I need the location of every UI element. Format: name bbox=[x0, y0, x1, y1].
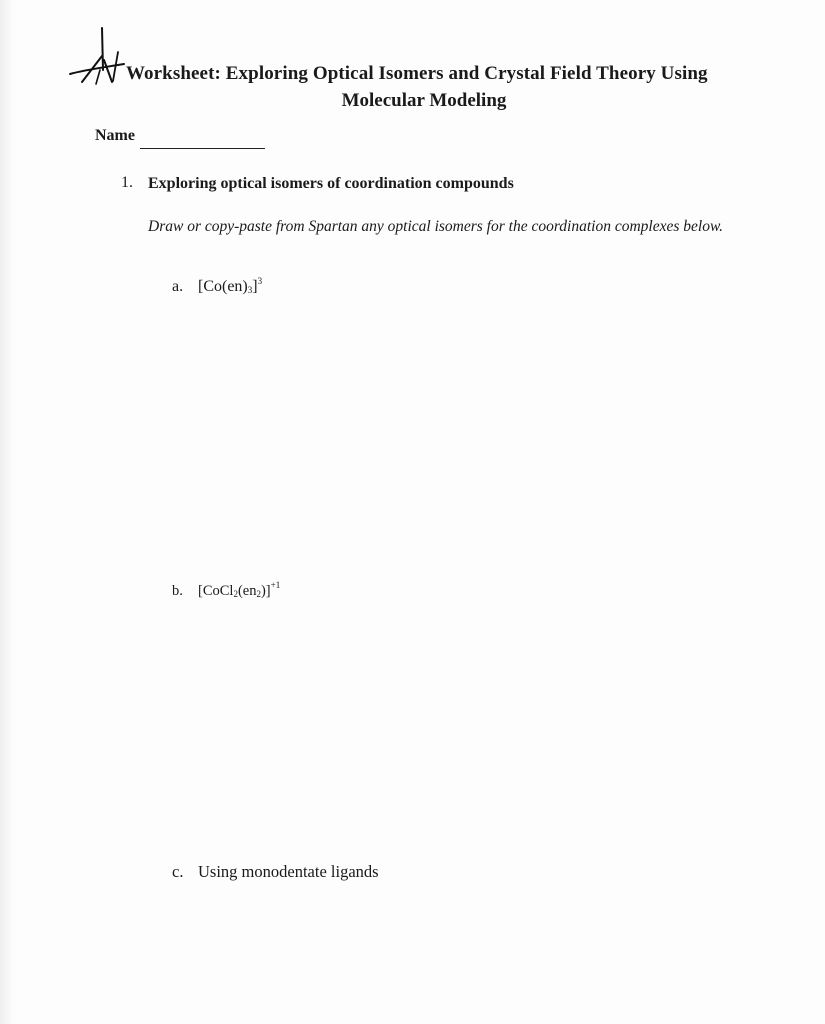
item-letter: b. bbox=[172, 583, 183, 599]
handwritten-star-icon bbox=[66, 26, 126, 88]
formula-subscript: 2 bbox=[233, 589, 238, 599]
worksheet-title-line1: Worksheet: Exploring Optical Isomers and Crystal Field Theory Using bbox=[126, 63, 708, 84]
formula-charge: +1 bbox=[270, 580, 281, 590]
name-field-line[interactable] bbox=[140, 148, 265, 149]
formula-part: ] bbox=[252, 278, 258, 295]
question-instruction: Draw or copy-paste from Spartan any optical isomers for the coordination complexes below. bbox=[148, 218, 724, 235]
formula-part: [Co(en) bbox=[198, 278, 248, 295]
item-c bbox=[172, 862, 379, 882]
item-letter: c. bbox=[172, 862, 184, 881]
item-a bbox=[172, 276, 262, 296]
formula-part: [CoCl bbox=[198, 583, 234, 599]
formula-charge: 3 bbox=[257, 276, 263, 286]
formula-part: )] bbox=[260, 583, 271, 599]
item-b bbox=[172, 580, 280, 600]
formula-part: (en bbox=[237, 583, 257, 599]
question-heading: Exploring optical isomers of coordination compounds bbox=[148, 175, 514, 192]
worksheet-title-line2: Molecular Modeling bbox=[341, 90, 507, 111]
item-text: Using monodentate ligands bbox=[198, 862, 379, 881]
scan-edge-shadow bbox=[0, 0, 14, 1024]
formula-subscript: 2 bbox=[256, 589, 261, 599]
question-number: 1. bbox=[121, 174, 133, 191]
formula-subscript: 3 bbox=[247, 285, 253, 295]
item-letter: a. bbox=[172, 278, 184, 295]
name-label: Name bbox=[95, 127, 135, 144]
